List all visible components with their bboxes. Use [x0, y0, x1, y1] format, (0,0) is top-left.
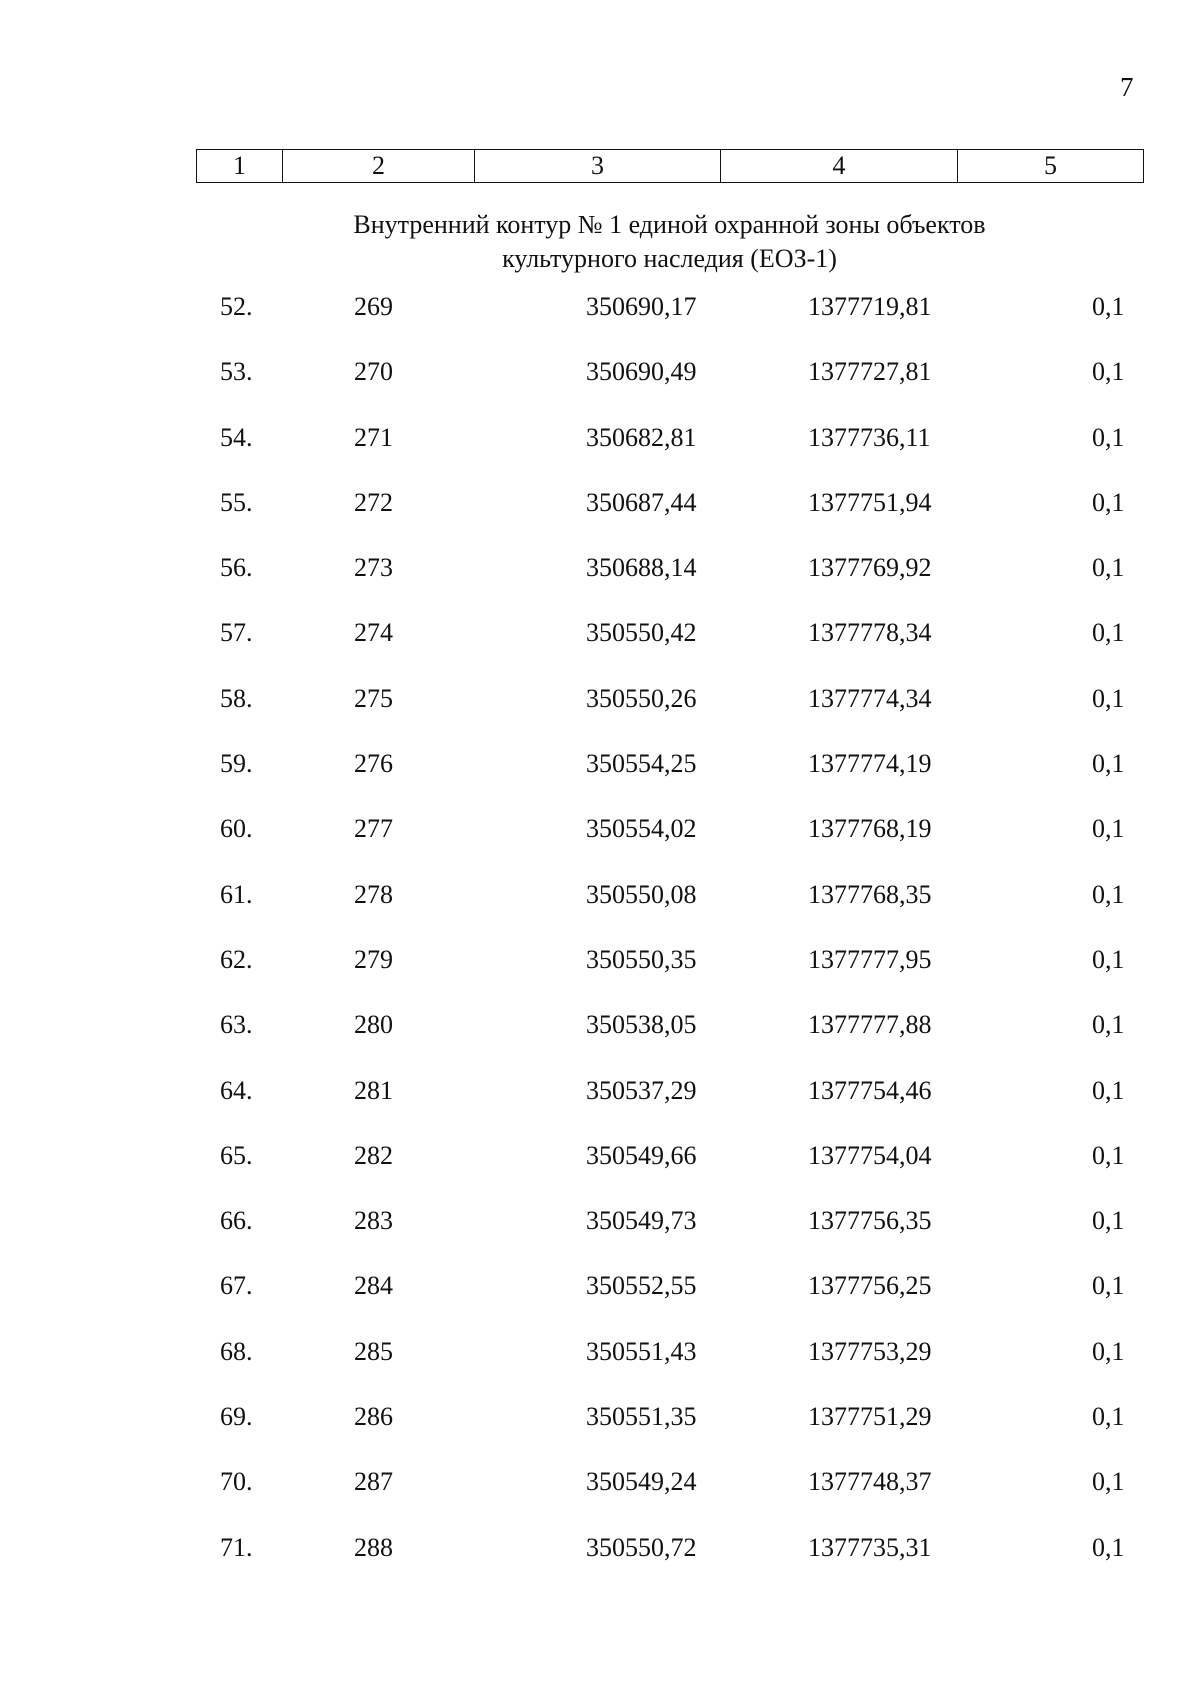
coordinate-y: 1377768,19 [808, 814, 932, 844]
accuracy: 0,1 [1092, 1271, 1125, 1301]
accuracy: 0,1 [1092, 1532, 1125, 1562]
accuracy: 0,1 [1092, 1206, 1125, 1236]
table-row [0, 1010, 1200, 1075]
accuracy: 0,1 [1092, 749, 1125, 779]
row-number: 54. [220, 422, 253, 452]
point-number: 283 [354, 1206, 393, 1236]
point-number: 288 [354, 1532, 393, 1562]
accuracy: 0,1 [1092, 422, 1125, 452]
coordinate-y: 1377751,94 [808, 487, 932, 517]
row-number: 56. [220, 553, 253, 583]
row-number: 58. [220, 683, 253, 713]
table-row [0, 814, 1200, 879]
coordinate-y: 1377774,19 [808, 749, 932, 779]
coordinate-y: 1377778,34 [808, 618, 932, 648]
accuracy: 0,1 [1092, 1075, 1125, 1105]
coordinate-x: 350550,72 [586, 1532, 697, 1562]
coordinate-y: 1377735,31 [808, 1532, 932, 1562]
table-row [0, 1076, 1200, 1141]
point-number: 285 [354, 1336, 393, 1366]
point-number: 280 [354, 1010, 393, 1040]
point-number: 286 [354, 1402, 393, 1432]
coordinate-x: 350537,29 [586, 1075, 697, 1105]
coordinate-x: 350554,02 [586, 814, 697, 844]
row-number: 55. [220, 487, 253, 517]
row-number: 53. [220, 357, 253, 387]
row-number: 57. [220, 618, 253, 648]
table-row [0, 357, 1200, 422]
coordinate-x: 350550,08 [586, 879, 697, 909]
table-row [0, 1141, 1200, 1206]
accuracy: 0,1 [1092, 683, 1125, 713]
accuracy: 0,1 [1092, 814, 1125, 844]
table-row [0, 945, 1200, 1010]
row-number: 69. [220, 1402, 253, 1432]
row-number: 71. [220, 1532, 253, 1562]
row-number: 63. [220, 1010, 253, 1040]
row-number: 67. [220, 1271, 253, 1301]
table-row [0, 423, 1200, 488]
coordinate-y: 1377774,34 [808, 683, 932, 713]
point-number: 279 [354, 944, 393, 974]
coordinate-x: 350550,26 [586, 683, 697, 713]
point-number: 287 [354, 1467, 393, 1497]
header-cell-1: 1 [197, 150, 283, 183]
coordinates-table [0, 292, 1200, 1598]
accuracy: 0,1 [1092, 879, 1125, 909]
section-title-line-2: культурного наследия (ЕОЗ-1) [502, 244, 837, 273]
table-row [0, 553, 1200, 618]
row-number: 64. [220, 1075, 253, 1105]
column-number-header [196, 149, 1144, 183]
coordinate-x: 350552,55 [586, 1271, 697, 1301]
table-row [0, 1467, 1200, 1532]
coordinate-y: 1377727,81 [808, 357, 932, 387]
accuracy: 0,1 [1092, 553, 1125, 583]
table-row [0, 618, 1200, 683]
point-number: 282 [354, 1140, 393, 1170]
coordinate-x: 350551,43 [586, 1336, 697, 1366]
coordinate-x: 350549,73 [586, 1206, 697, 1236]
row-number: 62. [220, 944, 253, 974]
point-number: 277 [354, 814, 393, 844]
coordinate-y: 1377753,29 [808, 1336, 932, 1366]
point-number: 274 [354, 618, 393, 648]
coordinate-y: 1377769,92 [808, 553, 932, 583]
point-number: 272 [354, 487, 393, 517]
coordinate-x: 350550,35 [586, 944, 697, 974]
accuracy: 0,1 [1092, 618, 1125, 648]
row-number: 66. [220, 1206, 253, 1236]
row-number: 61. [220, 879, 253, 909]
accuracy: 0,1 [1092, 292, 1125, 321]
table-row [0, 292, 1200, 357]
header-cell-4: 4 [721, 150, 958, 183]
coordinate-y: 1377748,37 [808, 1467, 932, 1497]
accuracy: 0,1 [1092, 1467, 1125, 1497]
table-row [0, 1337, 1200, 1402]
header-cell-5: 5 [958, 150, 1144, 183]
coordinate-x: 350690,49 [586, 357, 697, 387]
table-row [0, 1533, 1200, 1598]
point-number: 276 [354, 749, 393, 779]
point-number: 275 [354, 683, 393, 713]
coordinate-x: 350551,35 [586, 1402, 697, 1432]
accuracy: 0,1 [1092, 944, 1125, 974]
point-number: 269 [354, 292, 393, 321]
coordinate-y: 1377777,88 [808, 1010, 932, 1040]
coordinate-x: 350549,66 [586, 1140, 697, 1170]
coordinate-x: 350549,24 [586, 1467, 697, 1497]
row-number: 60. [220, 814, 253, 844]
row-number: 52. [220, 292, 253, 321]
point-number: 273 [354, 553, 393, 583]
point-number: 270 [354, 357, 393, 387]
section-title [196, 208, 1143, 276]
table-row [0, 749, 1200, 814]
accuracy: 0,1 [1092, 1140, 1125, 1170]
coordinate-x: 350550,42 [586, 618, 697, 648]
table-row [0, 488, 1200, 553]
coordinate-y: 1377777,95 [808, 944, 932, 974]
coordinate-y: 1377768,35 [808, 879, 932, 909]
coordinate-x: 350688,14 [586, 553, 697, 583]
table-row [0, 1402, 1200, 1467]
header-cell-3: 3 [475, 150, 721, 183]
table-row [0, 1206, 1200, 1271]
header-cell-2: 2 [283, 150, 475, 183]
coordinate-y: 1377736,11 [808, 422, 931, 452]
coordinate-y: 1377754,46 [808, 1075, 932, 1105]
accuracy: 0,1 [1092, 487, 1125, 517]
point-number: 284 [354, 1271, 393, 1301]
coordinate-y: 1377756,35 [808, 1206, 932, 1236]
page-number: 7 [1120, 72, 1134, 102]
coordinate-x: 350682,81 [586, 422, 697, 452]
row-number: 59. [220, 749, 253, 779]
coordinate-y: 1377719,81 [808, 292, 932, 321]
point-number: 281 [354, 1075, 393, 1105]
row-number: 68. [220, 1336, 253, 1366]
coordinate-y: 1377751,29 [808, 1402, 932, 1432]
point-number: 271 [354, 422, 393, 452]
accuracy: 0,1 [1092, 1402, 1125, 1432]
table-row [0, 684, 1200, 749]
coordinate-x: 350538,05 [586, 1010, 697, 1040]
coordinate-y: 1377754,04 [808, 1140, 932, 1170]
row-number: 65. [220, 1140, 253, 1170]
accuracy: 0,1 [1092, 1336, 1125, 1366]
coordinate-x: 350554,25 [586, 749, 697, 779]
accuracy: 0,1 [1092, 1010, 1125, 1040]
table-row [0, 880, 1200, 945]
coordinate-x: 350690,17 [586, 292, 697, 321]
coordinate-y: 1377756,25 [808, 1271, 932, 1301]
header-row [197, 150, 1144, 183]
accuracy: 0,1 [1092, 357, 1125, 387]
point-number: 278 [354, 879, 393, 909]
section-title-line-1: Внутренний контур № 1 единой охранной зоны объектов [353, 210, 986, 239]
coordinate-x: 350687,44 [586, 487, 697, 517]
row-number: 70. [220, 1467, 253, 1497]
table-row [0, 1271, 1200, 1336]
